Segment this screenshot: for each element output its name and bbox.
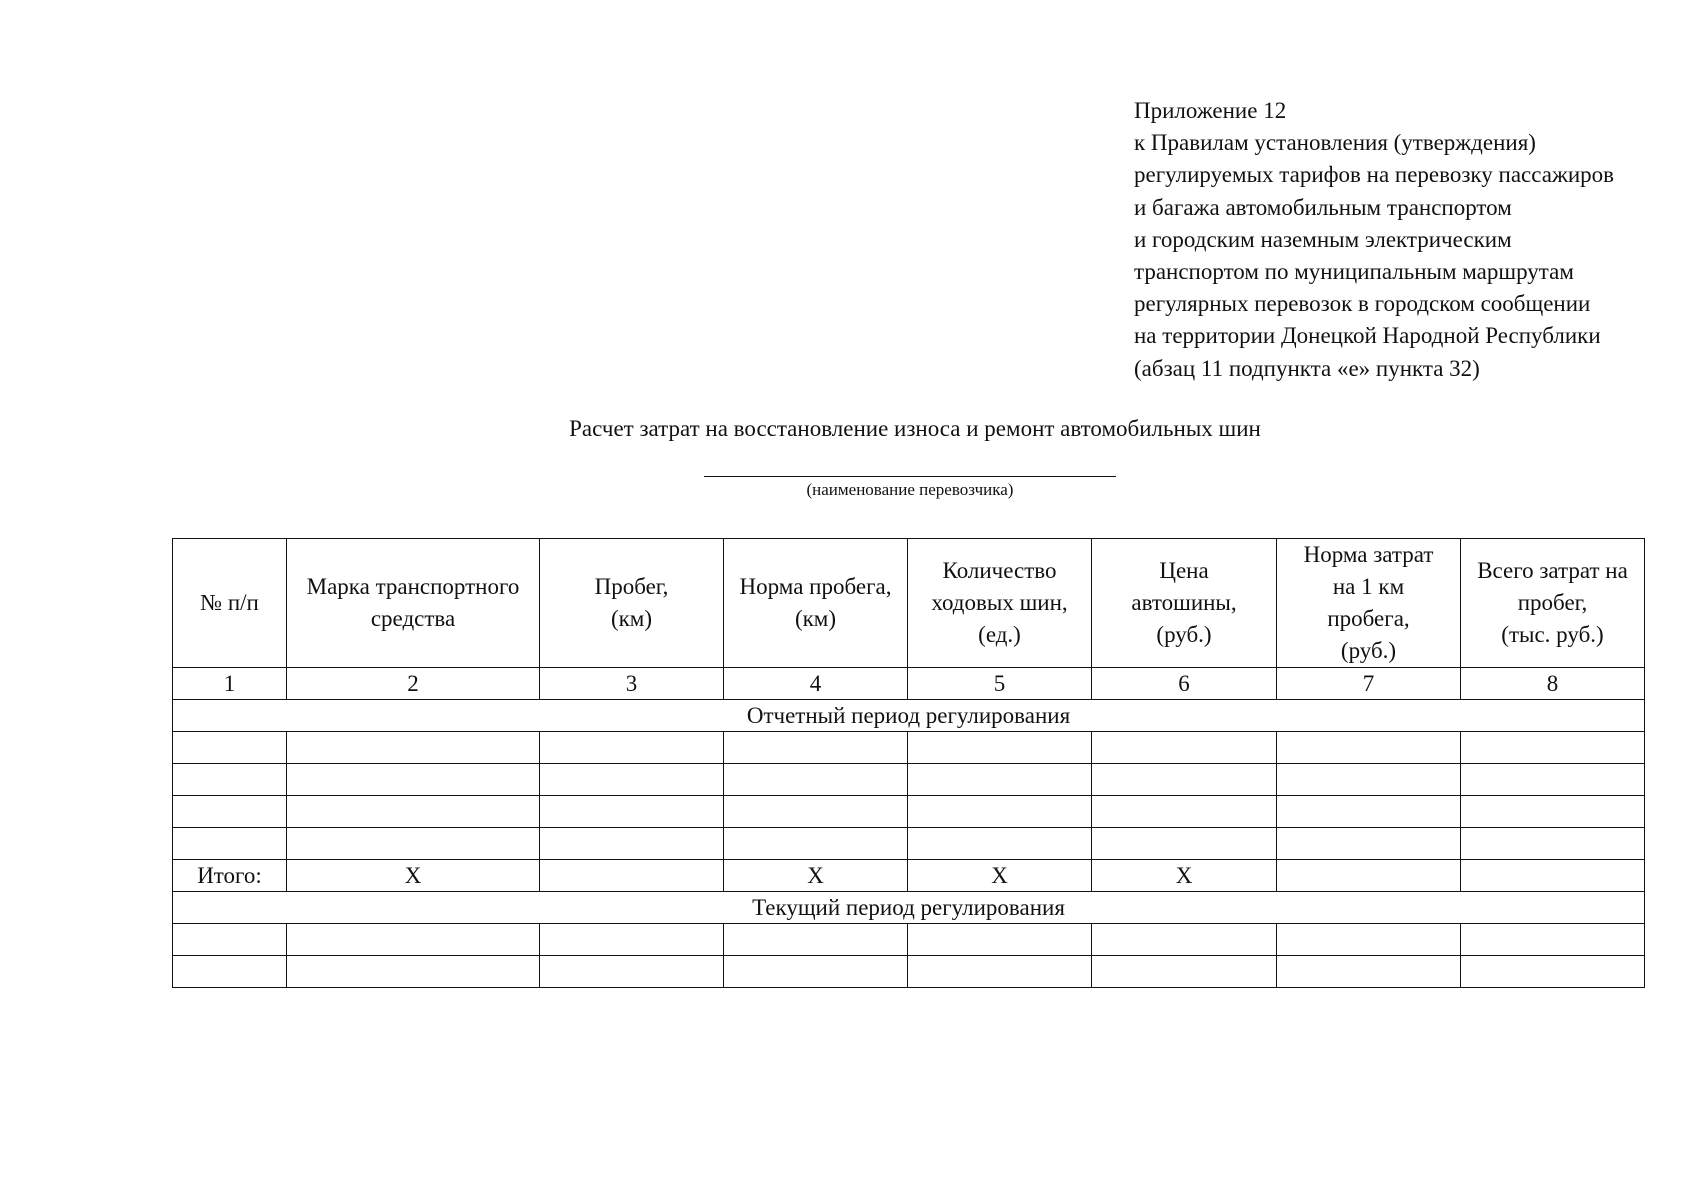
header-text: (руб.): [1340, 638, 1397, 663]
total-cell: X: [908, 860, 1092, 892]
table-cell[interactable]: [724, 796, 908, 828]
section-row-reporting: [173, 700, 1645, 732]
table-cell[interactable]: [173, 924, 287, 956]
table-row: [173, 924, 1645, 956]
table-cell[interactable]: [287, 732, 540, 764]
table-cell[interactable]: [287, 764, 540, 796]
header-text: на 1 км: [1332, 574, 1405, 599]
column-number: 7: [1277, 668, 1461, 700]
table-cell[interactable]: [287, 924, 540, 956]
section-row-current: [173, 892, 1645, 924]
appendix-line: и багажа автомобильным транспортом: [1134, 194, 1512, 220]
table-cell[interactable]: [1461, 764, 1645, 796]
appendix-line: к Правилам установления (утверждения): [1134, 130, 1536, 156]
header-text: пробега,: [1327, 606, 1410, 631]
table-cell[interactable]: [1277, 924, 1461, 956]
header-text: Норма затрат: [1303, 542, 1434, 567]
header-text: средства: [370, 606, 456, 631]
table-cell[interactable]: [908, 732, 1092, 764]
table-row: [173, 796, 1645, 828]
header-text: Пробег,: [594, 574, 669, 599]
table-cell[interactable]: [724, 732, 908, 764]
table-row: [173, 732, 1645, 764]
table-cell[interactable]: [173, 732, 287, 764]
header-text: (ед.): [978, 622, 1021, 647]
header-text: Марка транспортного: [306, 574, 520, 599]
table-cell[interactable]: [1092, 764, 1277, 796]
header-text: (тыс. руб.): [1501, 622, 1604, 647]
table-cell[interactable]: [1461, 956, 1645, 988]
header-text: № п/п: [200, 590, 259, 615]
table-cell[interactable]: [173, 828, 287, 860]
cost-table: [172, 538, 1645, 988]
header-cell: [1277, 539, 1461, 668]
header-row: [173, 539, 1645, 668]
total-row: [173, 860, 1645, 892]
section-label: Текущий период регулирования: [173, 892, 1645, 924]
table-cell[interactable]: [1277, 956, 1461, 988]
table-cell[interactable]: [724, 924, 908, 956]
table-cell[interactable]: [908, 956, 1092, 988]
table-cell[interactable]: [1461, 732, 1645, 764]
header-cell: [908, 539, 1092, 668]
table-cell[interactable]: [1092, 924, 1277, 956]
appendix-line: транспортом по муниципальным маршрутам: [1134, 259, 1574, 285]
table-cell[interactable]: [1277, 764, 1461, 796]
header-text: Всего затрат на: [1477, 558, 1628, 583]
table-row: [173, 828, 1645, 860]
carrier-name-field[interactable]: [704, 476, 1116, 477]
header-cell: [1092, 539, 1277, 668]
table-cell[interactable]: [1277, 732, 1461, 764]
table-cell[interactable]: [1092, 956, 1277, 988]
appendix-line: (абзац 11 подпункта «е» пункта 32): [1134, 355, 1480, 381]
header-text: Цена: [1159, 558, 1209, 583]
table-cell[interactable]: [540, 764, 724, 796]
table-cell[interactable]: [908, 924, 1092, 956]
column-number: 5: [908, 668, 1092, 700]
total-cell[interactable]: [540, 860, 724, 892]
column-number: 6: [1092, 668, 1277, 700]
header-text: пробег,: [1517, 590, 1588, 615]
header-text: Норма пробега,: [739, 574, 892, 599]
table-cell[interactable]: [908, 764, 1092, 796]
column-number: 2: [287, 668, 540, 700]
header-text: (км): [794, 606, 837, 631]
section-label: Отчетный период регулирования: [173, 700, 1645, 732]
total-cell: X: [724, 860, 908, 892]
table-cell[interactable]: [1092, 796, 1277, 828]
total-label: Итого:: [173, 860, 287, 892]
appendix-line: и городским наземным электрическим: [1134, 226, 1512, 252]
header-cell: [173, 539, 287, 668]
table-cell[interactable]: [540, 924, 724, 956]
appendix-block: [1134, 95, 1614, 385]
table-cell[interactable]: [908, 796, 1092, 828]
carrier-name-caption: (наименование перевозчика): [806, 480, 1014, 499]
table-cell[interactable]: [1461, 796, 1645, 828]
header-cell: [724, 539, 908, 668]
appendix-line: регулярных перевозок в городском сообщении: [1134, 291, 1591, 317]
table-cell[interactable]: [908, 828, 1092, 860]
table-cell[interactable]: [540, 796, 724, 828]
column-number: 3: [540, 668, 724, 700]
total-cell: X: [1092, 860, 1277, 892]
table-cell[interactable]: [173, 796, 287, 828]
document-title: Расчет затрат на восстановление износа и ремонт автомобильных шин: [569, 416, 1261, 441]
table-cell[interactable]: [540, 732, 724, 764]
header-cell: [1461, 539, 1645, 668]
table-cell[interactable]: [1092, 828, 1277, 860]
header-text: ходовых шин,: [931, 590, 1068, 615]
appendix-line: регулируемых тарифов на перевозку пассажиров: [1134, 162, 1615, 188]
table-cell[interactable]: [287, 796, 540, 828]
table-cell[interactable]: [1277, 796, 1461, 828]
total-cell[interactable]: [1277, 860, 1461, 892]
header-text: Количество: [942, 558, 1057, 583]
total-cell: X: [287, 860, 540, 892]
table-row: [173, 764, 1645, 796]
column-number: 1: [173, 668, 287, 700]
appendix-line: Приложение 12: [1134, 98, 1287, 123]
column-number: 8: [1461, 668, 1645, 700]
header-text: (руб.): [1156, 622, 1212, 647]
header-cell: [540, 539, 724, 668]
table-cell[interactable]: [724, 764, 908, 796]
table-cell[interactable]: [1461, 828, 1645, 860]
total-cell[interactable]: [1461, 860, 1645, 892]
header-text: автошины,: [1131, 590, 1237, 615]
table-cell[interactable]: [724, 828, 908, 860]
table-cell[interactable]: [173, 956, 287, 988]
column-number: 4: [724, 668, 908, 700]
table-cell[interactable]: [1092, 732, 1277, 764]
table-cell[interactable]: [1461, 924, 1645, 956]
column-number-row: [173, 668, 1645, 700]
table-cell[interactable]: [540, 828, 724, 860]
table-cell[interactable]: [540, 956, 724, 988]
table-cell[interactable]: [287, 828, 540, 860]
table-row: [173, 956, 1645, 988]
table-cell[interactable]: [173, 764, 287, 796]
appendix-line: на территории Донецкой Народной Республики: [1134, 323, 1601, 349]
header-cell: [287, 539, 540, 668]
table-cell[interactable]: [287, 956, 540, 988]
table-cell[interactable]: [724, 956, 908, 988]
table-cell[interactable]: [1277, 828, 1461, 860]
header-text: (км): [610, 606, 653, 631]
